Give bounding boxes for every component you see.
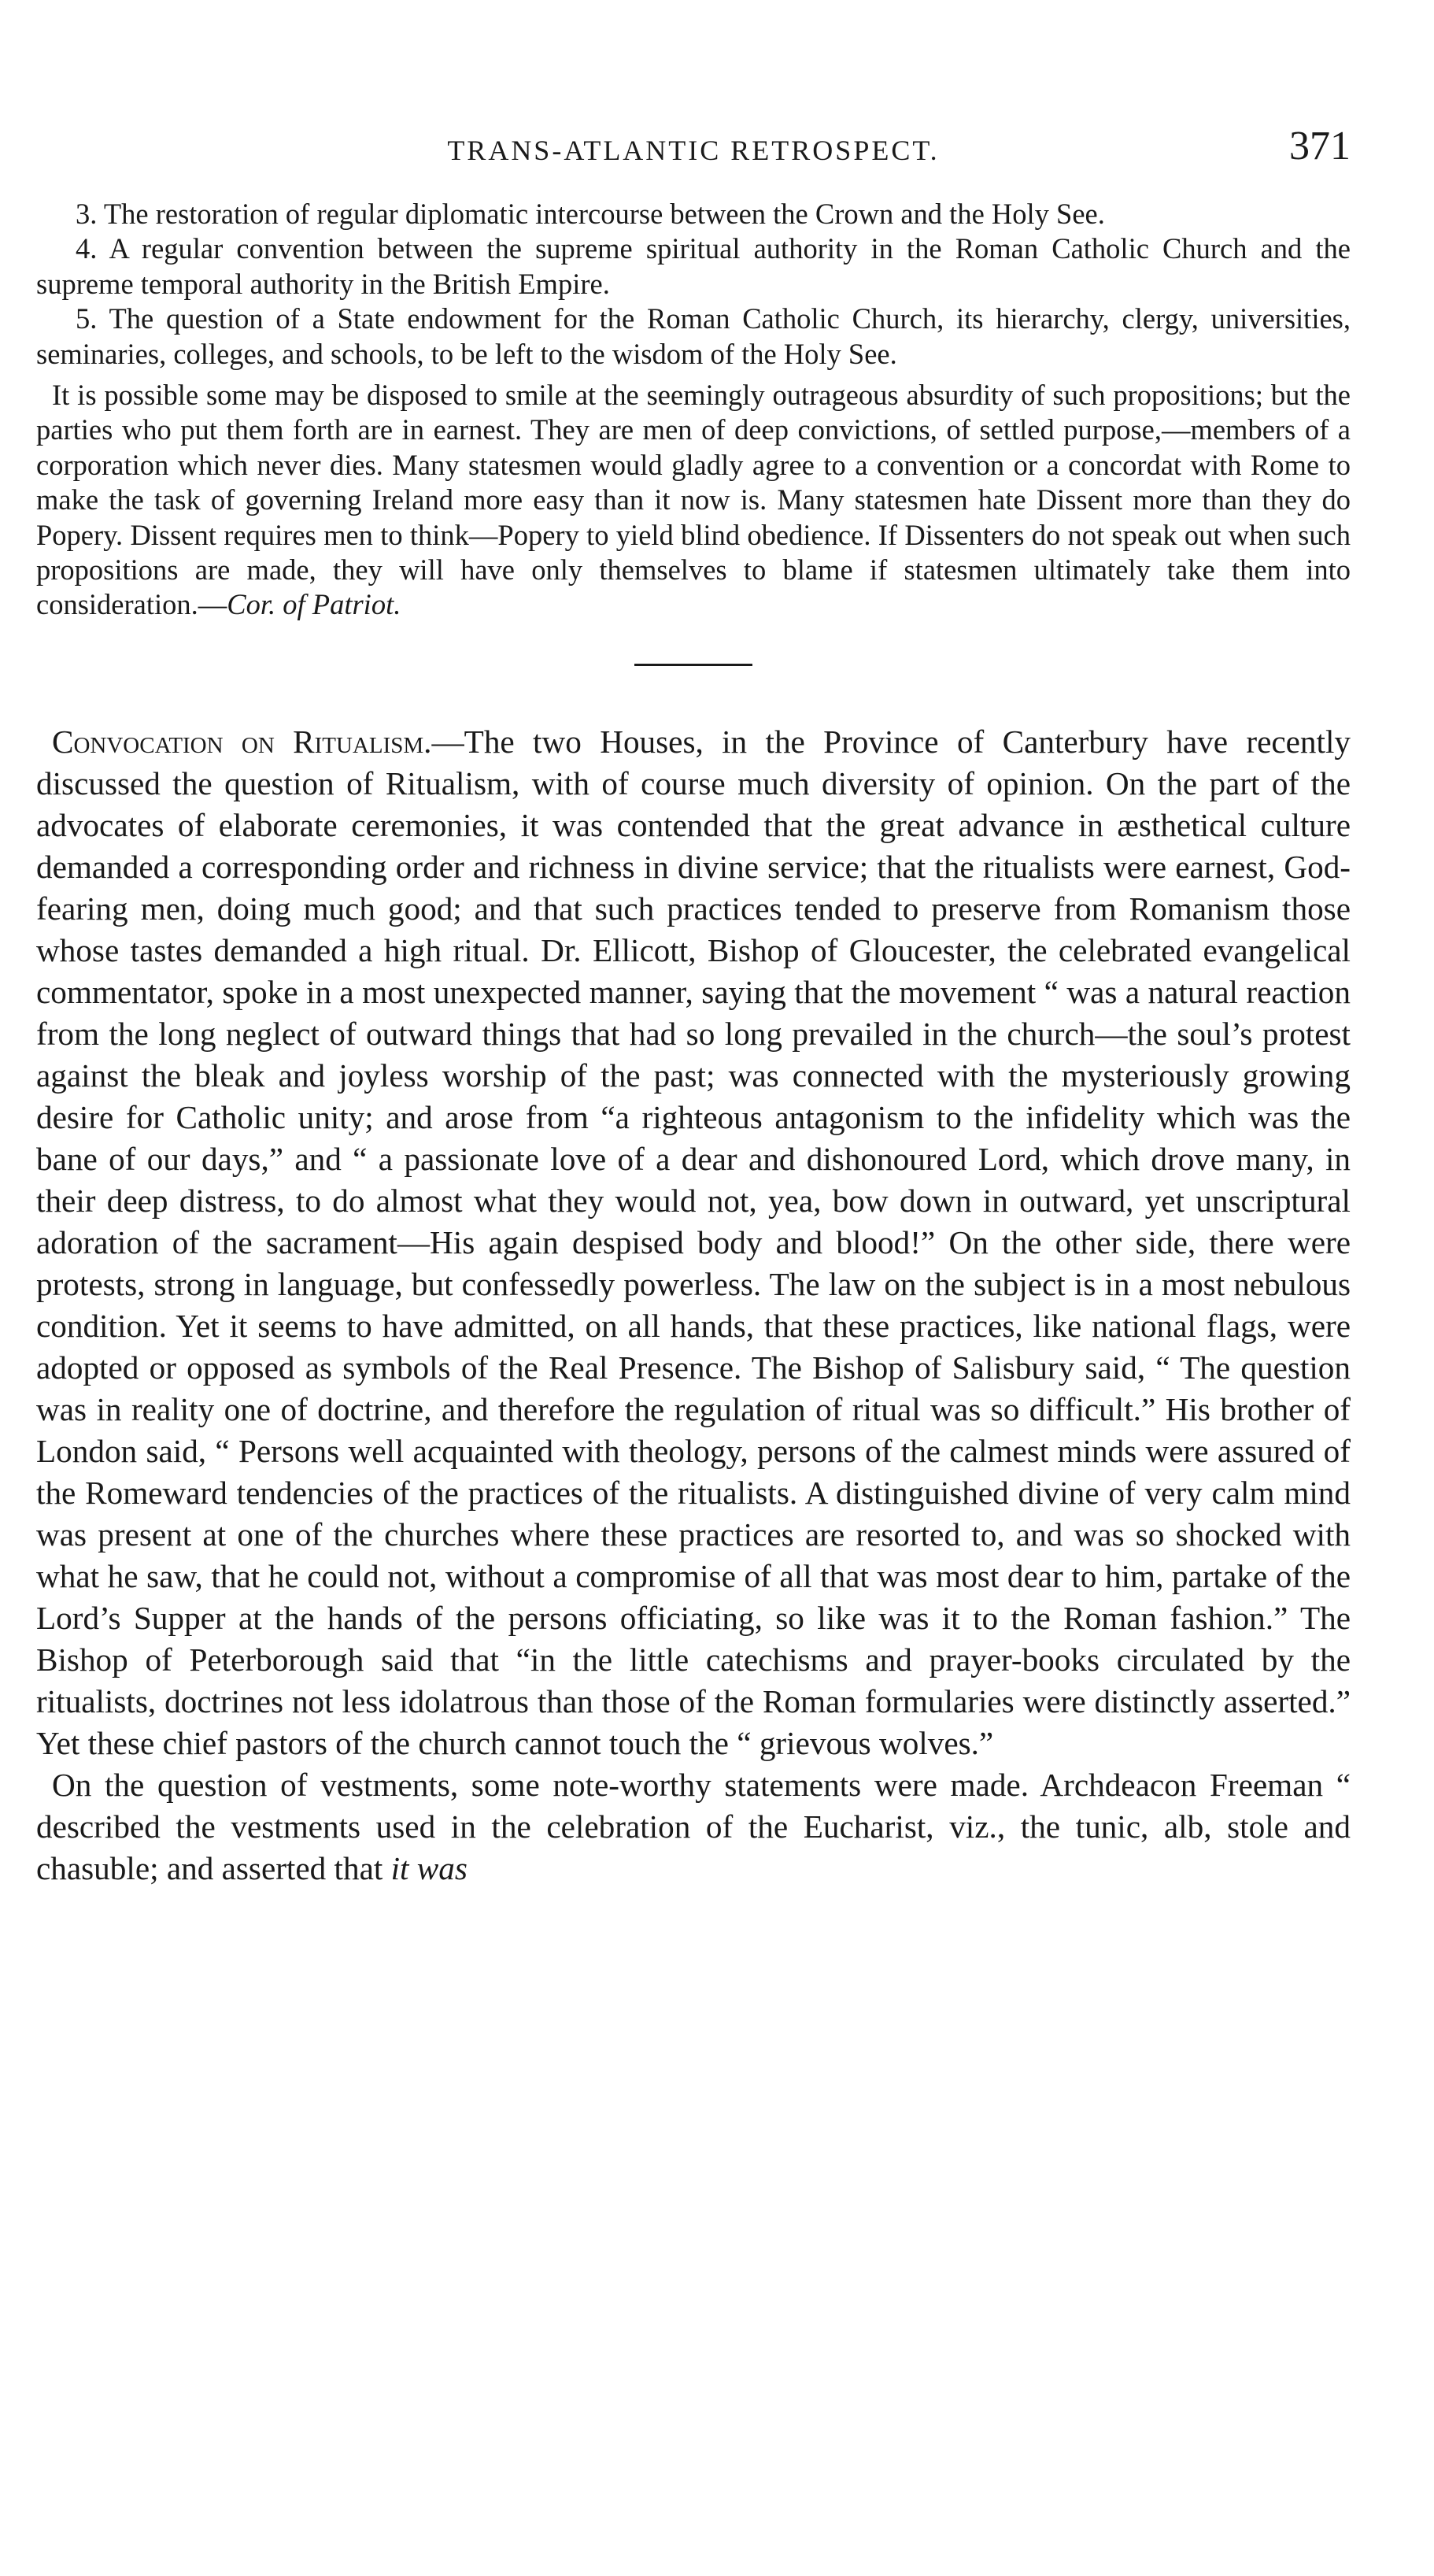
article-continuation: [36, 1764, 1351, 1889]
running-header: [36, 118, 1351, 181]
book-page: [36, 118, 1351, 1889]
section-divider: [634, 664, 752, 666]
article-body: —The two Houses, in the Province of Canterbury have recently discussed the question of Ritualism, with of course much diversity of opinion. On the part of the advocates of elaborate ceremonies, it was contended that the great advance in æsthetical culture demanded a corresponding order and richness in divine service; that the ritualists were earnest, God-fearing men, doing much good; and that such practices tended to preserve from Romanism those whose tastes demanded a high ritual. Dr. Ellicott, Bishop of Gloucester, the celebrated evangelical commentator, spoke in a most unexpected manner, saying that the movement “ was a natural reaction from the long neglect of outward things that had so long prevailed in the church—the soul’s protest against the bleak and joyless worship of the past; was connected with the mysteriously growing desire for Catholic unity; and arose from “a righteous antagonism to the infidelity which was the bane of our days,” and “ a passionate love of a dear and dishonoured Lord, which drove many, in their deep distress, to do almost what they would not, yea, bow down in outward, yet unscriptural adoration of the sacrament—His again despised body and blood!” On the other side, there were protests, strong in language, but confessedly powerless. The law on the subject is in a most nebulous condition. Yet it seems to have admitted, on all hands, that these practices, like national flags, were adopted or opposed as symbols of the Real Presence. The Bishop of Salisbury said, “ The question was in reality one of doctrine, and therefore the regulation of ritual was so difficult.” His brother of London said, “ Persons well acquainted with theology, persons of the calmest minds were assured of the Romeward tendencies of the practices of the ritualists. A distinguished divine of very calm mind was present at one of the churches where these practices are resorted to, and was so shocked with what he saw, that he could not, without a compromise of all that was most dear to him, partake of the Lord’s Supper at the hands of the persons officiating, so like was it to the Roman fashion.” The Bishop of Peterborough said that “in the little catechisms and prayer-books circulated by the ritualists, doctrines not less idolatrous than those of the Roman formularies were distinctly asserted.” Yet these chief pastors of the church cannot touch the “ grievous wolves.”: [36, 723, 1351, 1761]
proposition-4: 4. A regular convention between the supreme spiritual authority in the Roman Catholic Church and the supreme temporal authority in the British Empire.: [36, 232, 1351, 300]
article-paragraph: [36, 721, 1351, 1764]
commentary-source: Cor. of Patriot.: [227, 588, 401, 621]
commentary-text: It is possible some may be disposed to smile at the seemingly outrageous absurdity of such propositions; but the parties who put them forth are in earnest. They are men of deep convictions, of settled purpose,—members of a corporation which never dies. Many statesmen would gladly agree to a convention or a concordat with Rome to make the task of governing Ireland more easy than it now is. Many statesmen hate Dissent more than they do Popery. Dissent requires men to think—Popery to yield blind obedience. If Dissenters do not speak out when such propositions are made, they will have only themselves to blame if statesmen ultimately take them into consideration.—: [36, 379, 1351, 621]
continuation-text: On the question of vestments, some note-worthy statements were made. Archdeacon Freeman “ described the vestments used in the celebration of the Eucharist, viz., the tunic, alb, stole and chasuble; and asserted that: [36, 1766, 1351, 1886]
page-number: 371: [1289, 124, 1351, 168]
commentary-paragraph: [36, 378, 1351, 623]
article-heading: Convocation on Ritualism.: [52, 723, 432, 760]
running-title: TRANS-ATLANTIC RETROSPECT.: [447, 135, 940, 166]
continuation-italic: it was: [390, 1849, 468, 1886]
proposition-3: 3. The restoration of regular diplomatic intercourse between the Crown and the Holy See.: [76, 198, 1105, 230]
proposition-5: 5. The question of a State endowment for the Roman Catholic Church, its hierarchy, clergy, universities, seminaries, colleges, and schools, to be left to the wisdom of the Holy See.: [36, 302, 1351, 370]
